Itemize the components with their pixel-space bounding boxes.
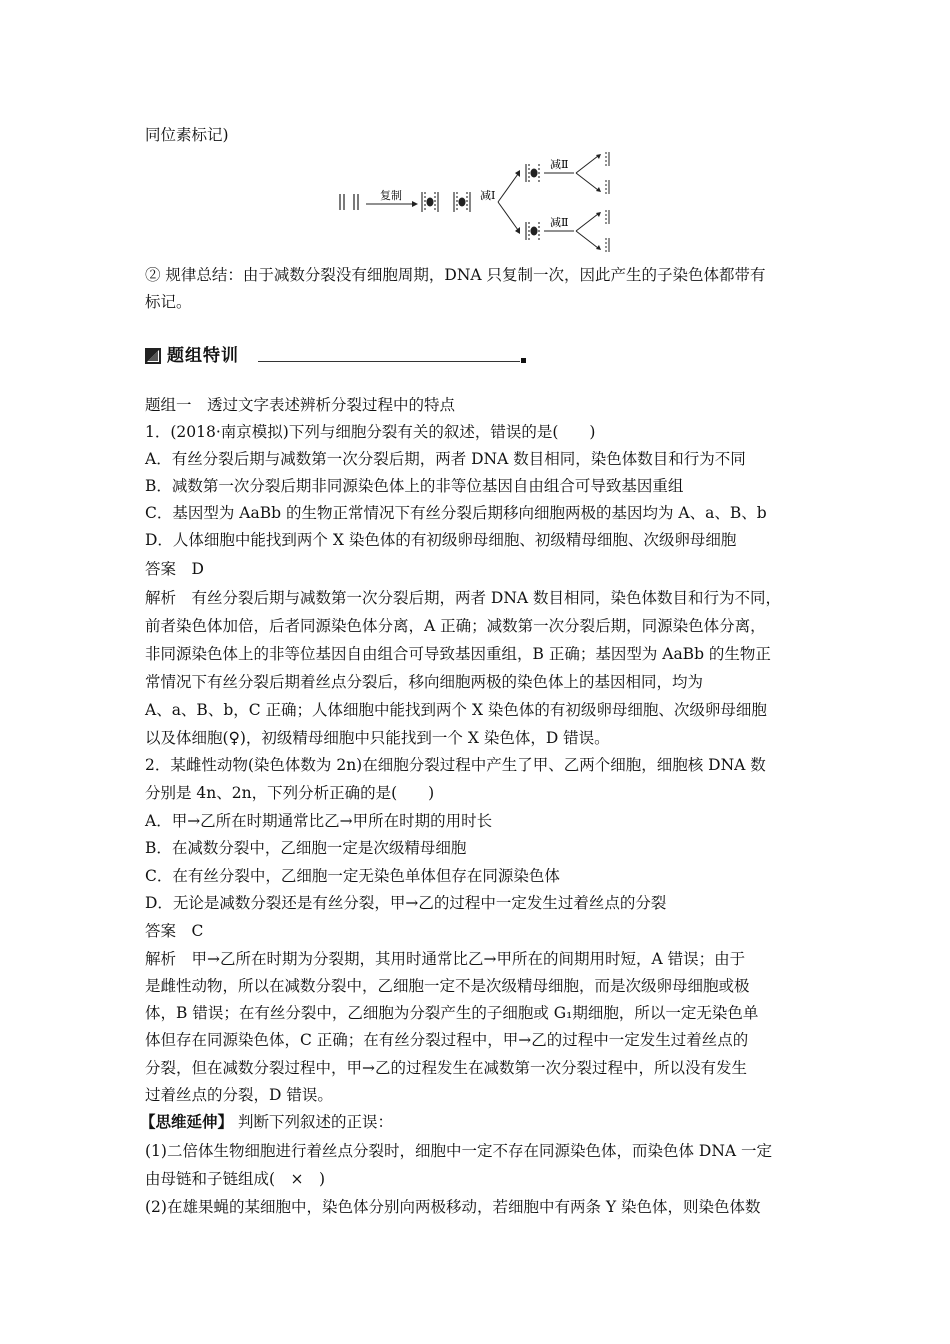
q1-analysis-line-5: A、a、B、b，C 正确；人体细胞中能找到两个 X 染色体的有初级卵母细胞、次级卵母细胞 [145,701,767,719]
q2-option-c: C．在有丝分裂中，乙细胞一定无染色单体但存在同源染色体 [145,867,560,885]
q2-analysis-line-2: 是雌性动物，所以在减数分裂中，乙细胞一定不是次级精母细胞，而是次级卵母细胞或极 [145,977,750,995]
replicated-chromosome-2 [454,192,470,212]
q1-option-c: C．基因型为 AaBb 的生物正常情况下有丝分裂后期移向细胞两极的基因均为 A、a、B、b [145,504,767,522]
label-copy: 复制 [380,189,402,202]
q2-analysis-line-3: 体，B 错误；在有丝分裂中，乙细胞为分裂产生的子细胞或 G₁期细胞，所以一定无染色单 [145,1004,759,1022]
initial-chromosomes [340,194,358,210]
q1-analysis-line-6: 以及体细胞(♀)，初级精母细胞中只能找到一个 X 染色体，D 错误。 [145,729,610,747]
section-end-dot [521,358,526,363]
extension-item1-line-2: 由母链和子链组成( × ) [145,1170,326,1188]
q1-analysis-line-4: 常情况下有丝分裂后期着丝点分裂后，移向细胞两极的染色体上的基因相同，均为 [145,673,704,691]
section-title: 题组特训 [167,346,239,366]
section-rule [258,361,520,362]
replicated-chromosome-1 [422,192,438,212]
label-meiosis1: 减Ⅰ [480,189,496,202]
q1-analysis-line-3: 非同源染色体上的非等位基因自由组合可导致基因重组，B 正确；基因型为 AaBb 的生物正 [145,645,771,663]
q1-option-a: A．有丝分裂后期与减数第一次分裂后期，两者 DNA 数目相同，染色体数目和行为不同 [145,450,746,468]
q2-analysis-line-5: 分裂，但在减数分裂过程中，甲→乙的过程发生在减数第一次分裂过程中，所以没有发生 [145,1059,747,1077]
q1-stem: 1．(2018·南京模拟)下列与细胞分裂有关的叙述，错误的是( ) [145,423,596,441]
extension-item1-line-1: (1)二倍体生物细胞进行着丝点分裂时，细胞中一定不存在同源染色体，而染色体 DNA 一定 [145,1142,772,1160]
q2-analysis-line-4: 体但存在同源染色体，C 正确；在有丝分裂过程中，甲→乙的过程中一定发生过着丝点的 [145,1031,749,1049]
q1-answer: 答案 D [145,560,204,578]
chromosome-replication-diagram [330,152,620,252]
q1-analysis-line-2: 前者染色体加倍，后者同源染色体分离，A 正确；减数第一次分裂后期，同源染色体分离， [145,617,766,635]
q2-analysis-line-1: 解析 甲→乙所在时期为分裂期，其用时通常比乙→甲所在的间期用时短，A 错误；由于 [145,950,746,968]
extension-heading-rest: 判断下列叙述的正误： [237,1113,393,1131]
rule-summary-line-2: 标记。 [145,293,192,311]
q1-option-d: D．人体细胞中能找到两个 X 染色体的有初级卵母细胞、初级精母细胞、次级卵母细胞 [145,531,737,549]
section-pencil-icon [145,348,161,364]
extension-item2-line-1: (2)在雄果蝇的某细胞中，染色体分别向两极移动，若细胞中有两条 Y 染色体，则染色体数 [145,1198,761,1216]
label-meiosis2-top: 减Ⅱ [550,158,569,171]
label-meiosis2-bottom: 减Ⅱ [550,216,569,229]
q2-option-d: D．无论是减数分裂还是有丝分裂，甲→乙的过程中一定发生过着丝点的分裂 [145,894,667,912]
q2-answer: 答案 C [145,922,204,940]
q2-stem-line-2: 分别是 4n、2n，下列分析正确的是( ) [145,784,435,802]
daughter-cell-bottom [526,222,539,240]
q1-analysis-line-1: 解析 有丝分裂后期与减数第一次分裂后期，两者 DNA 数目相同，染色体数目和行为不同， [145,589,782,607]
extension-heading: 【思维延伸】 [140,1112,234,1131]
q2-analysis-line-6: 过着丝点的分裂，D 错误。 [145,1086,333,1104]
rule-summary-line-1: ② 规律总结：由于减数分裂没有细胞周期，DNA 只复制一次，因此产生的子染色体都带有 [145,266,766,284]
daughter-cell-top [526,164,539,182]
section-header [145,345,545,371]
q2-option-a: A．甲→乙所在时期通常比乙→甲所在时期的用时长 [145,812,493,830]
q2-option-b: B．在减数分裂中，乙细胞一定是次级精母细胞 [145,839,467,857]
q1-option-b: B．减数第一次分裂后期非同源染色体上的非等位基因自由组合可导致基因重组 [145,477,684,495]
group1-title: 题组一 透过文字表述辨析分裂过程中的特点 [145,396,456,414]
q2-stem-line-1: 2．某雌性动物(染色体数为 2n)在细胞分裂过程中产生了甲、乙两个细胞，细胞核 DNA 数 [145,756,766,774]
extension-heading-line [140,1112,810,1132]
intro-line: 同位素标记) [145,126,229,144]
